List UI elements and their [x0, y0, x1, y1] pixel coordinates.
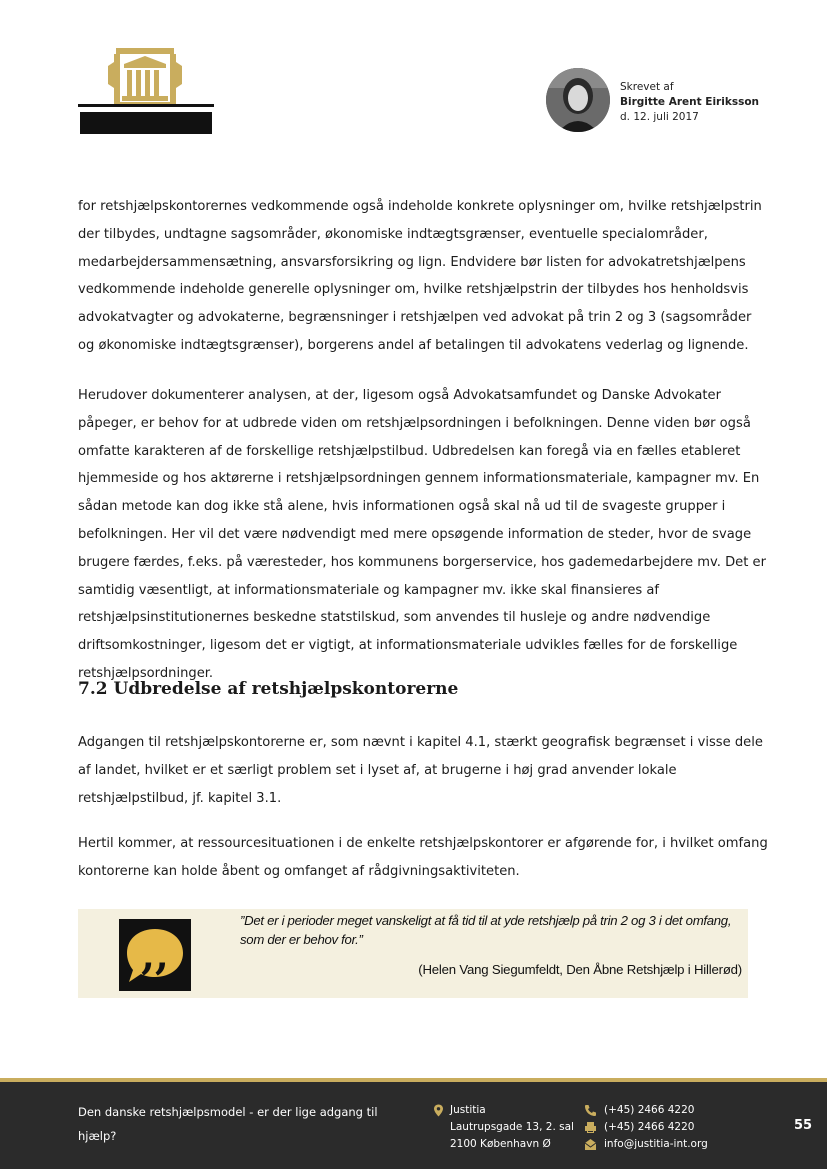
- footer: [0, 1082, 827, 1169]
- fax-icon: [584, 1121, 597, 1134]
- footer-fax: (+45) 2466 4220: [604, 1121, 695, 1133]
- paragraph-4: Hertil kommer, at ressourcesituationen i de enkelte retshjælpskontorer er afgørende for, i hvilket omfang kontorerne kan holde åbent og omfanget af rådgivningsaktiviteten.: [78, 836, 768, 879]
- section-heading: 7.2 Udbredelse af retshjælpskontorerne: [78, 679, 459, 699]
- author-block: [546, 68, 806, 134]
- author-portrait-icon: [546, 68, 610, 132]
- paragraph-3: Adgangen til retshjælpskontorerne er, som nævnt i kapitel 4.1, stærkt geografisk begrænset i visse dele af landet, hvilket er et særligt problem set i lyset af, at brugerne i høj grad anvender lokale retshjælpstilbud, jf. kapitel 3.1.: [78, 735, 763, 806]
- author-date: d. 12. juli 2017: [620, 111, 699, 123]
- footer-street: Lautrupsgade 13, 2. sal: [450, 1121, 574, 1133]
- footer-phone[interactable]: (+45) 2466 4220: [604, 1104, 695, 1116]
- justitia-logo-icon: [78, 44, 214, 136]
- footer-email[interactable]: info@justitia-int.org: [604, 1138, 708, 1150]
- email-icon: [584, 1138, 597, 1151]
- footer-title: Den danske retshjælpsmodel - er der lige adgang til hjælp?: [78, 1105, 378, 1143]
- author-written-by: Skrevet af: [620, 81, 674, 93]
- footer-city: 2100 København Ø: [450, 1138, 551, 1150]
- page-number: 55: [794, 1118, 813, 1133]
- quote-source: (Helen Vang Siegumfeldt, Den Åbne Retshjælp i Hillerød): [418, 962, 742, 977]
- footer-contact: [584, 1102, 708, 1153]
- quote-box: [78, 909, 748, 998]
- author-name: Birgitte Arent Eiriksson: [620, 96, 760, 108]
- quote-text: ”Det er i perioder meget vanskeligt at få tid til at yde retshjælp på trin 2 og 3 i det omfang, som der er behov for.”: [240, 913, 732, 947]
- location-pin-icon: [432, 1104, 445, 1117]
- footer-address: [432, 1102, 574, 1153]
- svg-text:,,: ,,: [141, 932, 169, 979]
- footer-org: Justitia: [450, 1104, 486, 1116]
- phone-icon: [584, 1104, 597, 1117]
- paragraph-2: Herudover dokumenterer analysen, at der, ligesom også Advokatsamfundet og Danske Advokater påpeger, er behov for at udbrede viden om retshjælpsordningen i befolkningen. Denne viden bør også omfatte karakteren af de forskellige retshjælpstilbud. Udbredelsen kan foregå via en fælles etableret hjemmeside og hos aktørerne i retshjælpsordningen gennem informationsmateriale, kampagner mv. En sådan metode kan dog ikke stå alene, hvis informationen også skal nå ud til de svageste grupper i befolkningen. Her vil det være nødvendigt med mere opsøgende information de steder, hvor de svage brugere færdes, f.eks. på væresteder, hos kommunens borgerservice, hos gademedarbejdere mv. Det er samtidig væsentligt, at informationsmateriale og kampagner mv. ikke skal finansieres af retshjælpsinstitutionernes beskedne statstilskud, som anvendes til husleje og andre nødvendige driftsomkostninger, ligesom det er vigtigt, at informationsmateriale udvikles fælles for de forskellige retshjælpsordninger.: [78, 388, 766, 681]
- paragraph-1: for retshjælpskontorernes vedkommende også indeholde konkrete oplysninger om, hvilke retshjælpstrin der tilbydes, undtagne sagsområder, økonomiske indtægtsgrænser, eventuelle specialområder, medarbejdersammensætning, ansvarsforsikring og lign. Endvidere bør listen for advokatretshjælpens vedkommende indeholde generelle oplysninger om, hvilke retshjælpstrin der tilbydes hos henholdsvis advokatvagter og advokaterne, begrænsninger i retshjælpen ved advokat på trin 2 og 3 (sagsområder og økonomiske indtægtsgrænser), borgerens andel af betalingen til advokatens vederlag og lignende.: [78, 199, 762, 353]
- quote-bubble-icon: [119, 919, 191, 991]
- author-photo: [546, 68, 610, 132]
